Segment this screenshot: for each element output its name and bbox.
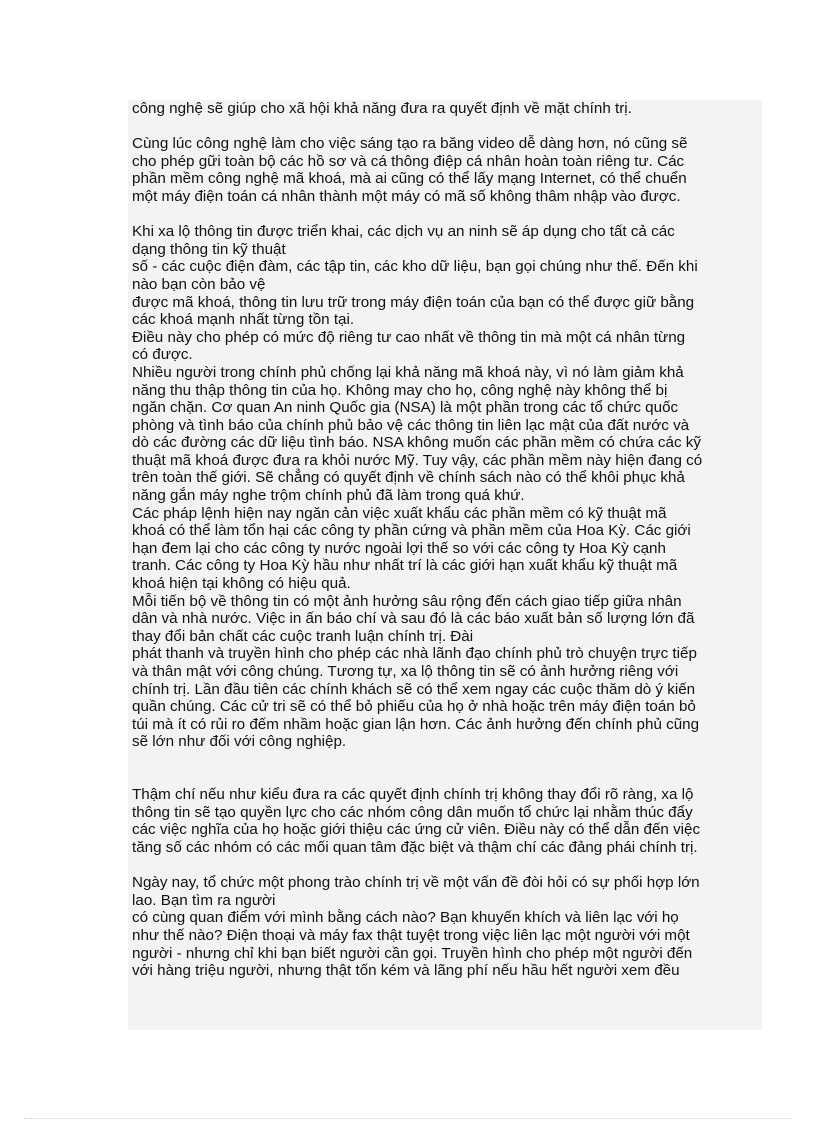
paragraph-gap [128,751,762,769]
text-line: khoá có thể làm tổn hại các công ty phần cứng và phần mềm của Hoa Kỳ. Các giới [132,522,691,540]
text-line: công nghệ sẽ giúp cho xã hội khả năng đưa ra quyết định về mặt chính trị. [132,100,632,117]
text-line: Điều này cho phép có mức độ riêng tư cao nhất về thông tin mà một cá nhân từng [132,328,686,346]
text-line: khoá hiện tại không có hiệu quả. [132,575,351,593]
paragraph [128,786,762,856]
text-line: dạng thông tin kỹ thuật [132,240,286,258]
text-line: năng thu thập thông tin của họ. Không may cho họ, công nghệ này không thể bị [132,381,668,399]
text-line: quần chúng. Các cử tri sẽ có thể bỏ phiếu của họ ở nhà hoặc trên máy điện toán bỏ [132,698,696,716]
text-line: sẽ lớn như đối với công nghiệp. [132,733,347,751]
paragraph [128,223,762,751]
text-line: thuật mã khoá được đưa ra khỏi nước Mỹ. Tuy vậy, các phần mềm này hiện đang có [132,451,703,469]
text-line: thay đổi bản chất các cuộc tranh luận chính trị. Đài [132,627,474,645]
text-line: số - các cuộc điện đàm, các tập tin, các kho dữ liệu, bạn gọi chúng như thế. Đến khi [132,258,698,276]
text-line: Khi xa lộ thông tin được triển khai, các dịch vụ an ninh sẽ áp dụng cho tất cả các [132,223,675,241]
text-line: Nhiều người trong chính phủ chống lại khả năng mã khoá này, vì nó làm giảm khả [132,363,684,381]
text-line: có cùng quan điểm với mình bằng cách nào? Bạn khuyến khích và liên lạc với họ [132,909,679,927]
paragraph [128,874,762,980]
text-line: chính trị. Lần đầu tiên các chính khách sẽ có thể xem ngay các cuộc thăm dò ý kiến [132,680,696,698]
paragraph [128,135,762,205]
text-line: được mã khoá, thông tin lưu trữ trong máy điện toán của bạn có thể được giữ bằng [132,293,695,311]
paragraph-gap [128,769,762,787]
text-line: túi mà ít có rủi ro đếm nhầm hoặc gian lận hơn. Các ảnh hưởng đến chính phủ cũng [132,715,700,733]
text-line: phát thanh và truyền hình cho phép các nhà lãnh đạo chính phủ trò chuyện trực tiếp [132,645,697,663]
text-line: tăng số các nhóm có các mối quan tâm đặc biệt và thậm chí các đảng phái chính trị. [132,838,698,856]
text-line: dò các đường các dữ liệu tình báo. NSA không muốn các phần mềm có chứa các kỹ [132,434,701,452]
text-line: như thế nào? Điện thoại và máy fax thật tuyệt trong việc liên lạc một người với một [132,926,690,944]
text-line: ngăn chặn. Cơ quan An ninh Quốc gia (NSA) là một phần trong các tổ chức quốc [132,399,679,417]
text-line: người - nhưng chỉ khi bạn biết người cần gọi. Truyền hình cho phép một người đến [132,944,693,962]
text-line: với hàng triệu người, nhưng thật tốn kém và lãng phí nếu hầu hết người xem đều [132,962,680,980]
text-line: có được. [132,346,193,364]
text-line: lao. Bạn tìm ra người [132,891,276,909]
text-line: thông tin sẽ tạo quyền lực cho các nhóm công dân muốn tổ chức lại nhằm thúc đẩy [132,803,693,821]
text-line: một máy điện toán cá nhân thành một máy có mã số không thâm nhập vào được. [132,187,681,205]
text-line: và thân mật với công chúng. Tương tự, xa lộ thông tin sẽ có ảnh hưởng riêng với [132,663,679,680]
text-line: các việc nghĩa của họ hoặc giới thiệu các ứng cử viên. Điều này có thể dẫn đến việc [132,821,701,839]
page-bottom-divider [24,1118,792,1119]
text-line: phần mềm công nghệ mã khoá, mà ai cũng có thể lấy mạng Internet, có thể chuển [132,170,687,188]
text-line: Ngày nay, tổ chức một phong trào chính trị về một vấn đề đòi hỏi có sự phối hợp lớn [132,874,700,892]
paragraph [128,100,762,118]
paragraph-gap [128,206,762,224]
paragraph-gap [128,857,762,875]
text-line: Cùng lúc công nghệ làm cho việc sáng tạo ra băng video dễ dàng hơn, nó cũng sẽ [132,135,688,153]
text-line: dân và nhà nước. Việc in ấn báo chí và sau đó là các báo xuất bản số lượng lớn đã [132,610,695,628]
text-line: Thậm chí nếu như kiểu đưa ra các quyết định chính trị không thay đổi rõ ràng, xa lộ [132,786,694,804]
text-line: tranh. Các công ty Hoa Kỳ hầu như nhất trí là các giới hạn xuất khẩu kỹ thuật mã [132,557,678,575]
text-line: phòng và tình báo của chính phủ bảo vệ các thông tin liên lạc mật của đất nước và [132,416,690,434]
text-line: Mỗi tiến bộ về thông tin có một ảnh hưởng sâu rộng đến cách giao tiếp giữa nhân [132,592,682,610]
text-line: năng gắn máy nghe trộm chính phủ đã làm trong quá khứ. [132,487,525,505]
text-line: hạn đem lại cho các công ty nước ngoài lợi thế so với các công ty Hoa Kỳ cạnh [132,539,666,557]
text-line: Các pháp lệnh hiện nay ngăn cản việc xuất khẩu các phần mềm có kỹ thuật mã [132,504,667,522]
text-line: cho phép gữi toàn bộ các hồ sơ và cá thông điệp cá nhân hoàn toàn riêng tư. Các [132,152,685,170]
paragraph-gap [128,118,762,136]
document-body [128,100,762,1030]
text-line: trên toàn thế giới. Sẽ chẳng có quyết định về chính sách nào có thể khôi phục khả [132,469,685,487]
text-line: nào bạn còn bảo vệ [132,275,266,293]
text-line: các khoá mạnh nhất từng tồn tại. [132,311,355,329]
